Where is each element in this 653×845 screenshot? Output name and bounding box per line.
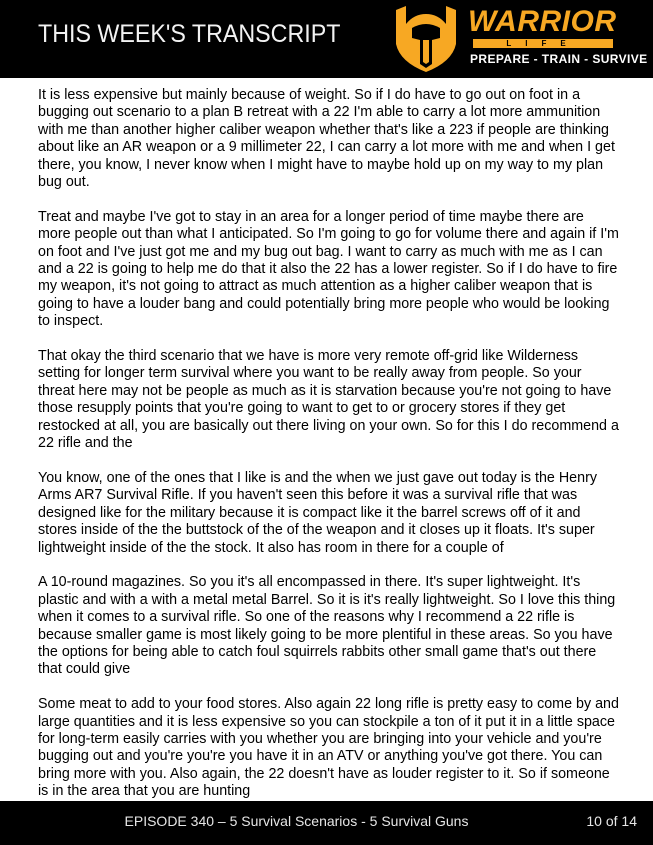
transcript-paragraph: Some meat to add to your food stores. Also again 22 long rifle is pretty easy to come by and large quantities and it is less expensive so you can stockpile a ton of it put it in a little space for long-term easily carries with you whether you are bringing into your vehicle and you're bugging out and you're you're you have it in an ATV or anything you've got there. You can bring more with you. Also again, the 22 doesn't have as louder register to it. So if someone is in the area that you are hunting xyxy=(38,696,619,800)
page-header xyxy=(0,0,653,78)
transcript-paragraph: Treat and maybe I've got to stay in an area for a longer period of time maybe there are more people out than what I anticipated. So I'm going to go for volume there and again if I'm on foot and I've just got me and my bug out bag. I want to carry as much with me as I can and a 22 is going to help me do that it also the 22 has a lower register. So if I do have to fire my weapon, it's not going to attract as much attention as a higher caliber weapon that is going to have a louder bang and could potentially bring more people who would be looking to inspect. xyxy=(38,208,619,330)
transcript-body xyxy=(38,87,620,818)
page-number: 10 of 14 xyxy=(586,813,637,829)
page-title: THIS WEEK'S TRANSCRIPT xyxy=(38,20,341,48)
transcript-paragraph: That okay the third scenario that we have is more very remote off-grid like Wilderness setting for longer term survival where you want to be really away from people. So your threat here may not be people as much as it is starvation because you're not going to have those resupply points that you're going to want to get to or grocery stores if they get restocked at all, you are basically out there living on your own. So for this I do recommend a 22 rifle and the xyxy=(38,348,619,452)
brand-name: WARRIOR xyxy=(468,5,617,38)
transcript-paragraph: It is less expensive but mainly because of weight. So if I do have to go out on foot in a bugging out scenario to a plan B retreat with a 22 I'm able to carry a lot more ammunition with me than another higher caliber weapon whether that's like a 223 if people are thinking about like an AR weapon or a 9 millimeter 22, I can carry a lot more with me and when I get there, you know, I never know when I might have to maybe hold up on my way to my plan bug out. xyxy=(38,87,615,191)
page-footer xyxy=(0,801,653,845)
transcript-paragraph: A 10-round magazines. So you it's all encompassed in there. It's super lightweight. It's plastic and with a with a metal metal Barrel. So it is it's really lightweight. So I love this thing when it comes to a survival rifle. So one of the reasons why I recommend a 22 rifle is because smaller game is most likely going to be more plentiful in these areas. So you have the options for being able to catch foul squirrels rabbits other small game that's out there that could give xyxy=(38,574,616,678)
warrior-helmet-icon xyxy=(392,4,460,74)
episode-title: EPISODE 340 – 5 Survival Scenarios - 5 Survival Guns xyxy=(124,813,469,829)
brand-subtitle: LIFE xyxy=(473,39,613,48)
brand-tagline: PREPARE - TRAIN - SURVIVE xyxy=(470,52,648,66)
transcript-paragraph: You know, one of the ones that I like is and the when we just gave out today is the Henry Arms AR7 Survival Rifle. If you haven't seen this before it was a survival rifle that was designed like for the military because it is compact like it the barrel screws off of it and stores inside of the the buttstock of the of the weapon and it closes up it floats. It's super lightweight inside of the the stock. It also has room in there for a couple of xyxy=(38,469,597,556)
